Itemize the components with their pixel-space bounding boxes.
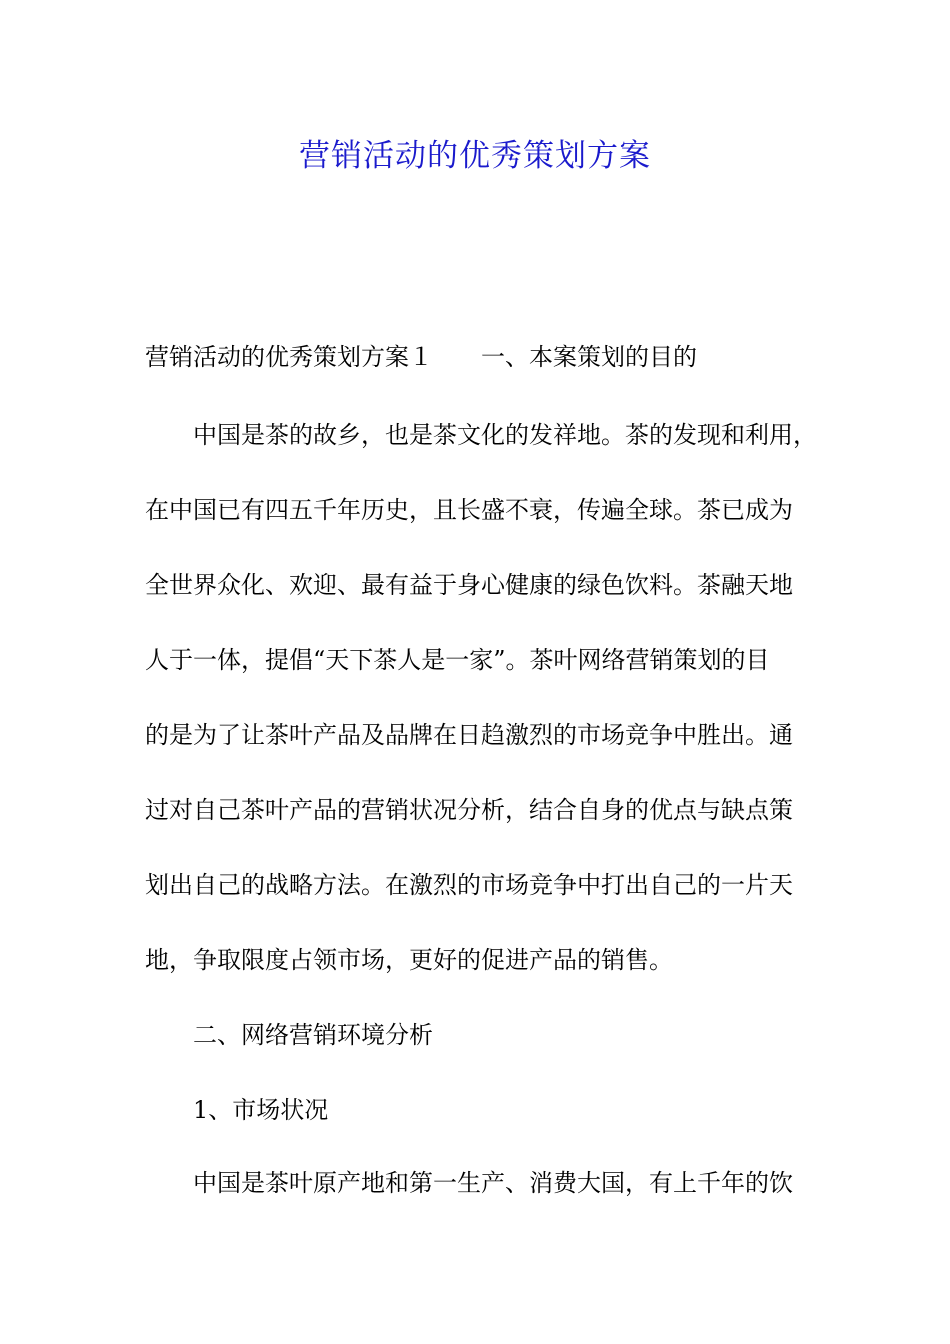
document-title: 营销活动的优秀策划方案 [299,138,651,174]
heading-line [145,342,697,372]
heading-part-2: 一、本案策划的目的 [481,343,697,371]
subsection-heading: 1、市场状况 [193,1096,329,1124]
paragraph-line: 过对自己茶叶产品的营销状况分析，结合自身的优点与缺点策 [145,796,793,824]
paragraph-line: 划出自己的战略方法。在激烈的市场竞争中打出自己的一片天 [145,871,793,899]
paragraph-line: 中国是茶叶原产地和第一生产、消费大国，有上千年的饮 [193,1169,793,1197]
paragraph-line: 中国是茶的故乡，也是茶文化的发祥地。茶的发现和利用， [193,421,817,449]
section-heading: 二、网络营销环境分析 [193,1021,433,1049]
paragraph-line: 全世界众化、欢迎、最有益于身心健康的绿色饮料。茶融天地 [145,571,793,599]
heading-part-1: 营销活动的优秀策划方案１ [145,343,433,371]
paragraph-line: 的是为了让茶叶产品及品牌在日趋激烈的市场竞争中胜出。通 [145,721,793,749]
paragraph-line: 在中国已有四五千年历史，且长盛不衰，传遍全球。茶已成为 [145,496,793,524]
paragraph-line: 地，争取限度占领市场，更好的促进产品的销售。 [145,946,673,974]
paragraph-line: 人于一体，提倡“天下茶人是一家”。茶叶网络营销策划的目 [145,646,770,674]
